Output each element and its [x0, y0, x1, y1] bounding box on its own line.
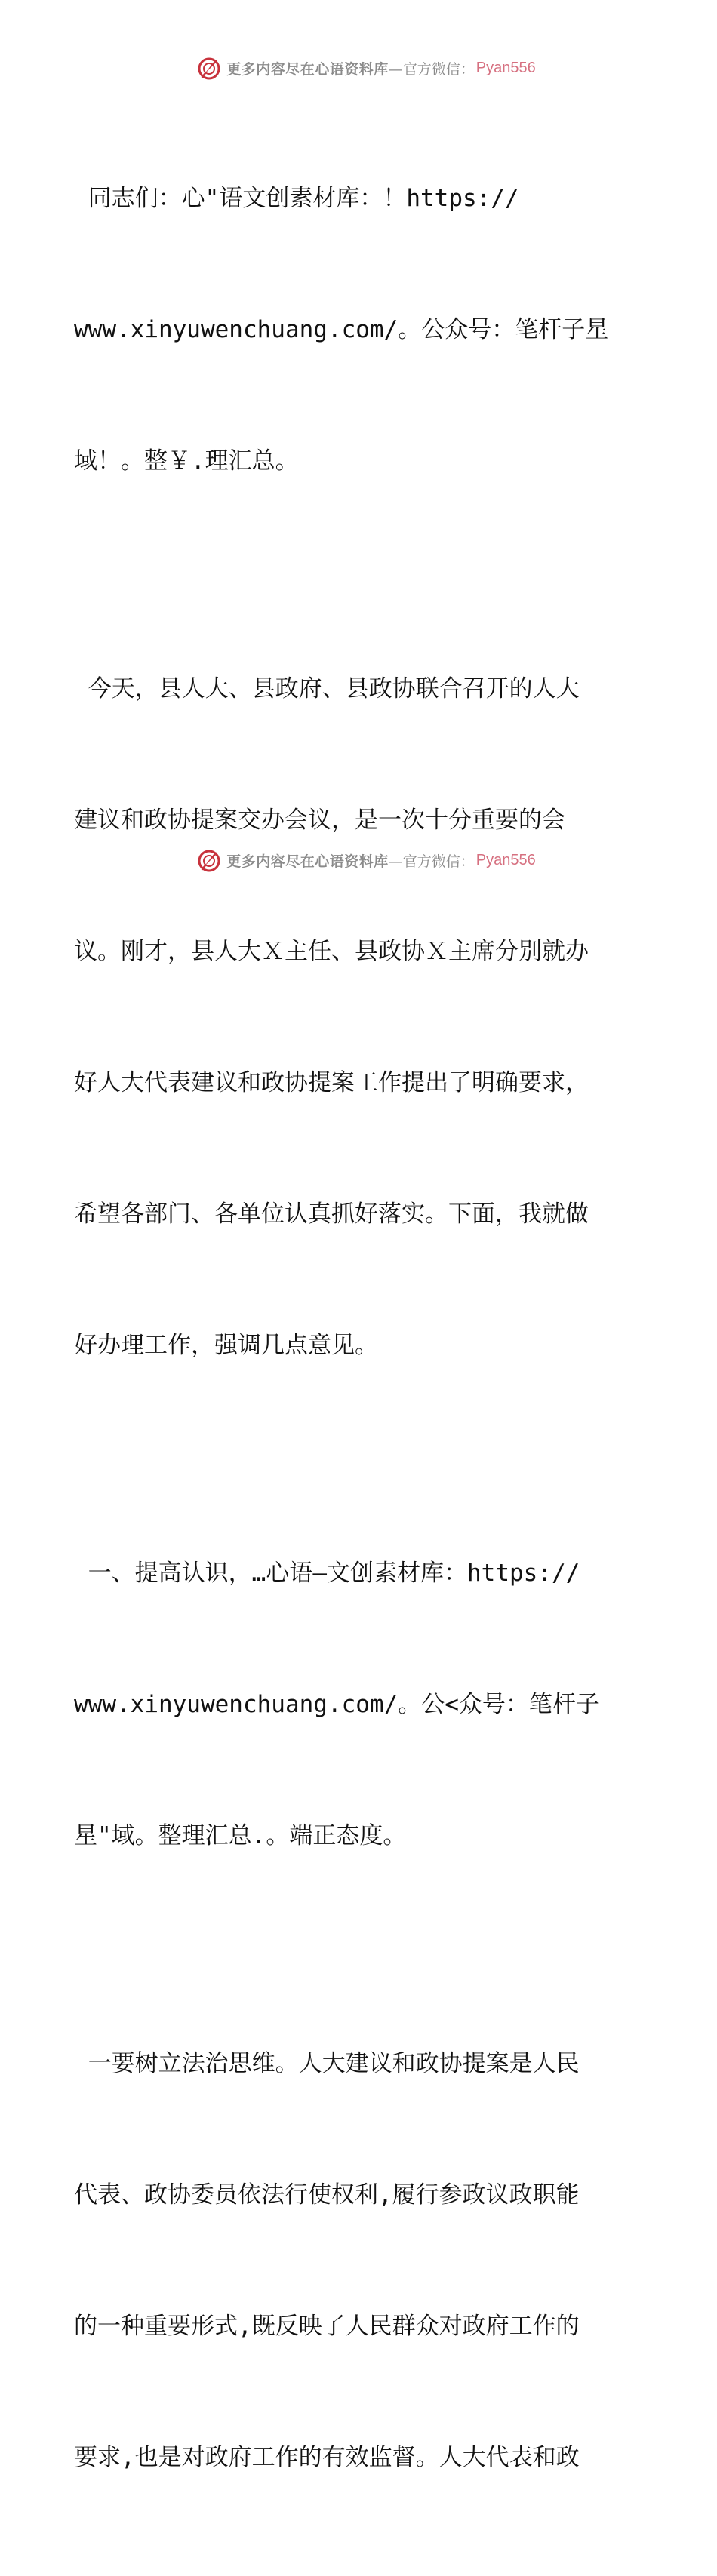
- banner-wechat-id: Pyan556: [475, 59, 536, 76]
- document-body: [74, 89, 648, 2576]
- header-banner-content: [196, 55, 536, 81]
- banner-title: 更多内容尽在心语资料库: [226, 60, 389, 78]
- paragraph-intro: [74, 579, 648, 1455]
- text-line: 域！。整￥.理汇总。: [74, 447, 299, 475]
- text-line: 同志们：心"语文创素材库：！https://: [74, 185, 519, 212]
- paragraph-section-one: [74, 1464, 648, 1945]
- text-line: 希望各部门、各单位认真抓好落实。下面，我就做: [74, 1200, 589, 1228]
- text-line: 星"域。整理汇总.。端正态度。: [74, 1822, 407, 1849]
- text-line: 要求,也是对政府工作的有效监督。人大代表和政: [74, 2444, 580, 2471]
- banner-title: 更多内容尽在心语资料库: [226, 853, 389, 870]
- quill-pen-logo-icon: [196, 847, 222, 873]
- quill-pen-logo-icon: [196, 55, 222, 81]
- paragraph-point-one: [74, 1954, 648, 2567]
- banner-wechat-id: Pyan556: [475, 851, 536, 868]
- text-line: 好办理工作，强调几点意见。: [74, 1332, 378, 1359]
- banner-separator: —官方微信：: [388, 853, 475, 870]
- footer-banner: [0, 845, 717, 875]
- text-line: 的一种重要形式,既反映了人民群众对政府工作的: [74, 2313, 580, 2340]
- text-line: 代表、政协委员依法行使权利,履行参政议政职能: [74, 2181, 580, 2209]
- paragraph-greeting: [74, 89, 648, 570]
- text-line: 议。刚才，县人大Ｘ主任、县政协Ｘ主席分别就办: [74, 938, 589, 965]
- banner-separator: —官方微信：: [388, 60, 475, 78]
- text-line: www.xinyuwenchuang.com/。公众号：笔杆子星: [74, 316, 609, 343]
- text-line: 今天，县人大、县政府、县政协联合召开的人大: [74, 675, 580, 702]
- header-banner: [0, 53, 717, 83]
- text-line: 一、提高认识，…心语—文创素材库：https://: [74, 1560, 580, 1587]
- text-line: 建议和政协提案交办会议，是一次十分重要的会: [74, 807, 565, 834]
- text-line: www.xinyuwenchuang.com/。公<众号：笔杆子: [74, 1691, 599, 1718]
- footer-banner-content: [196, 847, 536, 873]
- text-line: 一要树立法治思维。人大建议和政协提案是人民: [74, 2050, 580, 2077]
- text-line: 好人大代表建议和政协提案工作提出了明确要求，: [74, 1069, 589, 1096]
